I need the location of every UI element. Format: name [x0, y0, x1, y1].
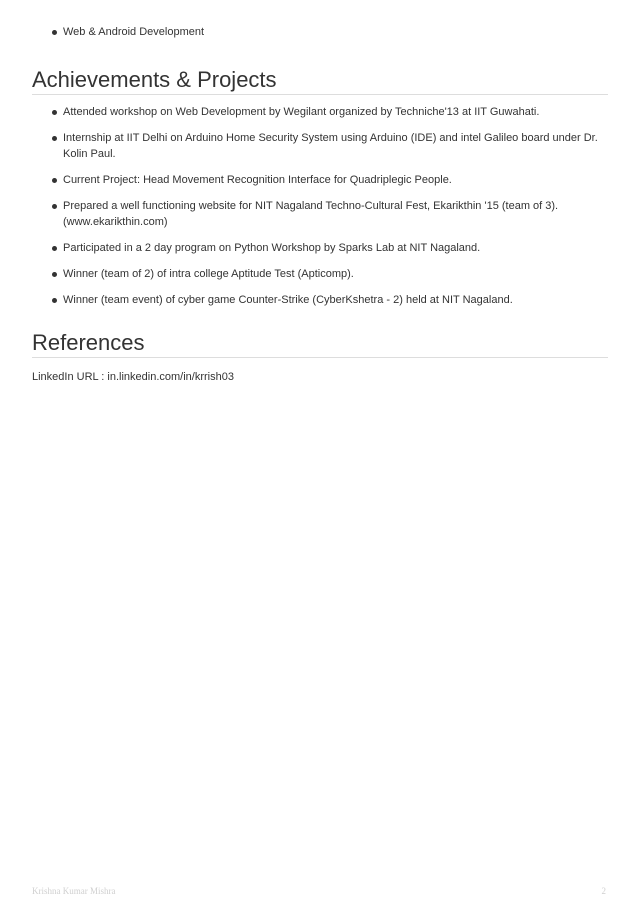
- skills-list: [32, 24, 608, 40]
- list-item-text: Prepared a well functioning website for NIT Nagaland Techno-Cultural Fest, Ekarikthin '15 (team of 3). (www.ekarikthin.com): [63, 200, 559, 228]
- list-item-text: Attended workshop on Web Development by Wegilant organized by Techniche'13 at IIT Guwahati.: [63, 106, 540, 118]
- bullet-icon: [52, 298, 57, 303]
- bullet-icon: [52, 136, 57, 141]
- linkedin-url: in.linkedin.com/in/krrish03: [107, 371, 234, 383]
- list-item: [32, 130, 608, 162]
- list-item: [32, 104, 608, 120]
- achievements-list: [32, 104, 608, 308]
- section-title-achievements: Achievements & Projects: [32, 67, 608, 95]
- footer-author-name: Krishna Kumar Mishra: [32, 886, 116, 896]
- list-item: [32, 172, 608, 188]
- list-item-text: Participated in a 2 day program on Python Workshop by Sparks Lab at NIT Nagaland.: [63, 242, 481, 254]
- list-item-text: Winner (team event) of cyber game Counter-Strike (CyberKshetra - 2) held at NIT Nagaland.: [63, 294, 513, 306]
- achievements-section: [32, 67, 608, 318]
- bullet-icon: [52, 110, 57, 115]
- footer-page-number: 2: [601, 886, 606, 896]
- list-item: [32, 198, 608, 230]
- section-title-references: References: [32, 330, 608, 358]
- bullet-icon: [52, 246, 57, 251]
- list-item: [32, 240, 608, 256]
- bullet-icon: [52, 204, 57, 209]
- list-item-text: Web & Android Development: [63, 26, 205, 38]
- bullet-icon: [52, 178, 57, 183]
- linkedin-label: LinkedIn URL :: [32, 371, 105, 383]
- list-item: [32, 24, 608, 40]
- bullet-icon: [52, 272, 57, 277]
- linkedin-line: [32, 369, 608, 385]
- list-item: [32, 292, 608, 308]
- list-item-text: Current Project: Head Movement Recognition Interface for Quadriplegic People.: [63, 174, 452, 186]
- list-item-text: Winner (team of 2) of intra college Aptitude Test (Apticomp).: [63, 268, 354, 280]
- bullet-icon: [52, 30, 57, 35]
- list-item-text: Internship at IIT Delhi on Arduino Home Security System using Arduino (IDE) and intel Galileo board under Dr. Kolin Paul.: [63, 132, 598, 160]
- references-section: [32, 330, 608, 385]
- list-item: [32, 266, 608, 282]
